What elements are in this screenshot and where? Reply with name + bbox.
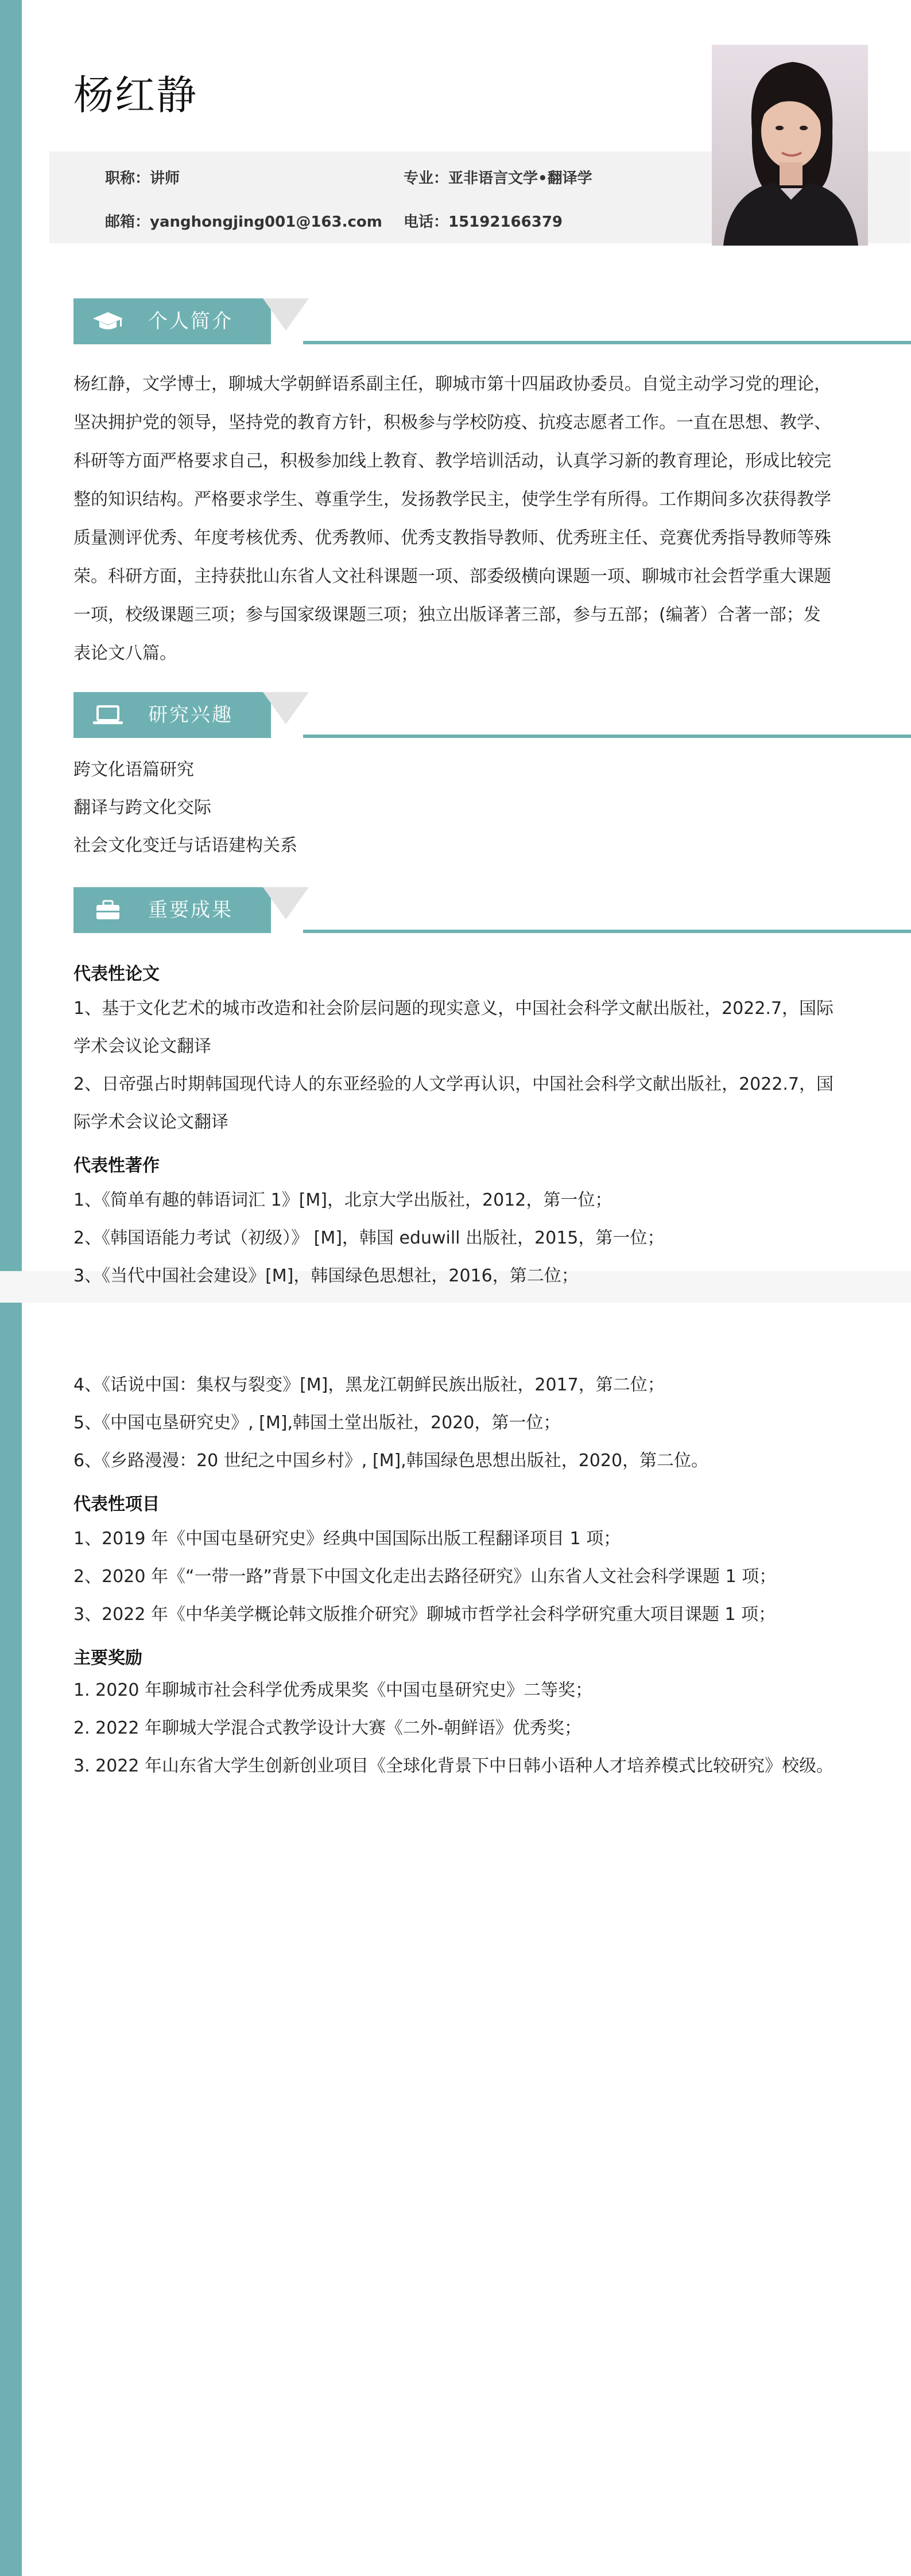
section-header-research xyxy=(73,692,911,738)
laptop-icon xyxy=(92,705,124,725)
section-header-profile xyxy=(73,298,911,344)
profile-line: 科研等方面严格要求自己，积极参加线上教育、教学培训活动，认真学习新的教育理论，形成比较完 xyxy=(73,451,831,471)
projects-heading: 代表性项目 xyxy=(73,1494,160,1514)
profile-line: 质量测评优秀、年度考核优秀、优秀教师、优秀支教指导教师、优秀班主任、竞赛优秀指导教师等殊 xyxy=(73,528,831,548)
award-item: 2. 2022 年聊城大学混合式教学设计大赛《二外-朝鲜语》优秀奖； xyxy=(73,1718,582,1738)
research-item: 翻译与跨文化交际 xyxy=(73,798,211,818)
papers-heading: 代表性论文 xyxy=(73,964,160,984)
profile-line: 荣。科研方面，主持获批山东省人文社科课题一项、部委级横向课题一项、聊城市社会哲学重大课题 xyxy=(73,566,831,586)
paper-line: 学术会议论文翻译 xyxy=(73,1036,211,1056)
award-item: 1. 2020 年聊城市社会科学优秀成果奖《中国屯垦研究史》二等奖； xyxy=(73,1680,593,1700)
paper-line: 1、基于文化艺术的城市改造和社会阶层问题的现实意义，中国社会科学文献出版社，2022.7，国际 xyxy=(73,998,834,1019)
book-item: 5、《中国屯垦研究史》, [M],韩国土堂出版社，2020，第一位； xyxy=(73,1413,561,1433)
left-accent-bar xyxy=(0,1303,22,2576)
person-name: 杨红静 xyxy=(73,72,197,119)
profile-line: 整的知识结构。严格要求学生、尊重学生，发扬教学民主，使学生学有所得。工作期间多次获得教学 xyxy=(73,489,831,510)
research-item: 跨文化语篇研究 xyxy=(73,760,194,780)
research-item: 社会文化变迁与话语建构关系 xyxy=(73,836,297,856)
project-item: 3、2022 年《中华美学概论韩文版推介研究》聊城市哲学社会科学研究重大项目课题 1 项； xyxy=(73,1604,776,1625)
profile-line: 一项，校级课题三项；参与国家级课题三项；独立出版译著三部，参与五部；(编著）合著一部；发 xyxy=(73,605,821,625)
project-item: 2、2020 年《“一带一路”背景下中国文化走出去路径研究》山东省人文社会科学课题 1 项； xyxy=(73,1567,777,1587)
paper-line: 2、日帝强占时期韩国现代诗人的东亚经验的人文学再认识，中国社会科学文献出版社，2022.7，国 xyxy=(73,1074,834,1094)
paper-line: 际学术会议论文翻译 xyxy=(73,1112,228,1132)
books-heading: 代表性著作 xyxy=(73,1156,160,1176)
book-item: 1、《简单有趣的韩语词汇 1》[M]，北京大学出版社，2012，第一位； xyxy=(73,1190,612,1210)
section-title-achievements: 重要成果 xyxy=(148,899,233,922)
briefcase-icon xyxy=(92,900,124,920)
left-accent-bar xyxy=(0,0,22,1271)
section-title-research: 研究兴趣 xyxy=(148,704,233,726)
resume-page-1 xyxy=(0,0,911,1286)
graduation-cap-icon xyxy=(92,311,124,332)
resume-page-2 xyxy=(0,1303,911,2576)
major: 专业：亚非语言文学•翻译学 xyxy=(404,170,592,187)
phone: 电话：15192166379 xyxy=(404,213,563,231)
book-item: 4、《话说中国：集权与裂变》[M]，黑龙江朝鲜民族出版社，2017，第二位； xyxy=(73,1375,665,1395)
profile-line: 坚决拥护党的领导，坚持党的教育方针，积极参与学校防疫、抗疫志愿者工作。一直在思想、教学、 xyxy=(73,413,831,433)
book-item: 6、《乡路漫漫：20 世纪之中国乡村》, [M],韩国绿色思想出版社，2020，第二位。 xyxy=(73,1451,709,1471)
email: 邮箱：yanghongjing001@163.com xyxy=(105,213,382,231)
book-item: 3、《当代中国社会建设》[M]，韩国绿色思想社，2016，第二位； xyxy=(73,1266,579,1286)
section-header-achievements xyxy=(73,887,911,933)
profile-photo xyxy=(712,45,868,246)
profile-line: 杨红静，文学博士，聊城大学朝鲜语系副主任，聊城市第十四届政协委员。自觉主动学习党的理论， xyxy=(73,374,831,394)
award-item: 3. 2022 年山东省大学生创新创业项目《全球化背景下中日韩小语种人才培养模式比较研究》校级。 xyxy=(73,1756,834,1776)
profile-paragraph xyxy=(73,365,877,673)
book-item: 2、《韩国语能力考试（初级）》 [M]，韩国 eduwill 出版社，2015，第一位； xyxy=(73,1228,665,1248)
awards-heading: 主要奖励 xyxy=(73,1648,142,1668)
project-item: 1、2019 年《中国屯垦研究史》经典中国国际出版工程翻译项目 1 项； xyxy=(73,1529,621,1549)
job-title: 职称：讲师 xyxy=(105,170,180,187)
profile-line: 表论文八篇。 xyxy=(73,643,177,663)
section-title-profile: 个人简介 xyxy=(148,310,233,333)
